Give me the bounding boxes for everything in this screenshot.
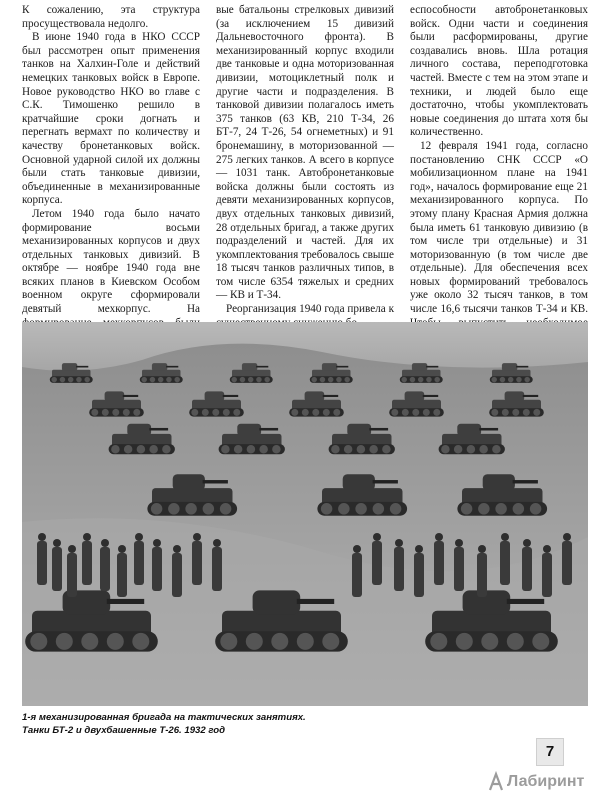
watermark-text: Лабиринт [507, 773, 585, 790]
paragraph: К сожалению, эта структура просуществовала недолго. [22, 4, 200, 30]
caption-line-1: 1-я механизированная бригада на тактических занятиях. [22, 712, 306, 723]
photo-caption [22, 712, 492, 737]
text-column-3 [410, 4, 588, 357]
paragraph: В июне 1940 года в НКО СССР был рассмотрен опыт применения танков на Халхин-Голе и действий немецких танковых войск в Европе. Новое руководство НКО во главе с С.К. Тимошенко решило в кратчайшие сроки догнать и перегнать вермахт по количеству и качеству бронетанковых войск. Основной ударной силой их должны были стать танковые дивизии, объединенные в механизированные корпуса. [22, 31, 200, 207]
paragraph: Реорганизация 1940 года привела к [226, 303, 394, 316]
caption-line-2: Танки БТ-2 и двухбашенные Т-26. 1932 год [22, 724, 226, 736]
paragraph: вые батальоны стрелковых дивизий (за исключением 15 дивизий Дальневосточного фронта). В механизированный корпус входили две танковые и одна моторизованная дивизии, мотоциклетный полк и другие части и подразделения. В танковой дивизии полагалось иметь 375 танков (63 КВ, 210 Т-34, 26 БТ-7, 24 Т-26, 54 огнеметных) и 91 бронемашину, в моторизованной — 275 легких танков. А всего в корпусе — 1031 танк. Автобронетанковые войска должны были состоять из девяти механизированных корпусов, двух отдельных танковых дивизий, 28 отдельных бригад, а также других подразделений и частей. Для их укомплектования требовалось свыше 18 тысяч танков различных типов, в том числе 6354 тяжелых и средних — КВ и Т-34. [216, 4, 394, 302]
paragraph: Летом 1940 года было начато формирование восьми механизированных корпусов и двух отдельных танковых дивизий. В октябре — ноябре 1940 года вне всяких планов в Киевском Особом военном округе сформировали девятый мехкорпус. На [22, 207, 200, 316]
tank-brigade-photo [22, 322, 588, 706]
text-columns [22, 4, 588, 316]
paragraph: 12 февраля 1941 года, согласно постановлению СНК СССР «О мобилизационном плане на 1941 год», началось формирование еще 21 механизированного корпуса. По этому плану Красная Армия должна была иметь 61 танковую дивизию (в том числе три отдельные) и 31 моторизованную (в том числе две отдельные). Для обеспечения всех новых формирований требовалось уже около 32 тысяч танков, в том числе 16,6 тысячи танков Т-34 и КВ. [410, 139, 588, 316]
labirint-logo-icon [488, 773, 504, 791]
text-column-1 [22, 4, 200, 357]
text-column-2 [216, 4, 394, 357]
watermark [488, 770, 600, 794]
paragraph: еспособности автобронетанковых войск. Одни части и соединения были расформированы, другие создавались вновь. Шла ротация личного состава, переподготовка частей. Вместе с тем на этом этапе и техники, и людей было еще достаточно, чтобы укомплектовать новые соединения до штата хотя бы количественно. [410, 4, 588, 139]
page-number: 7 [536, 738, 564, 766]
